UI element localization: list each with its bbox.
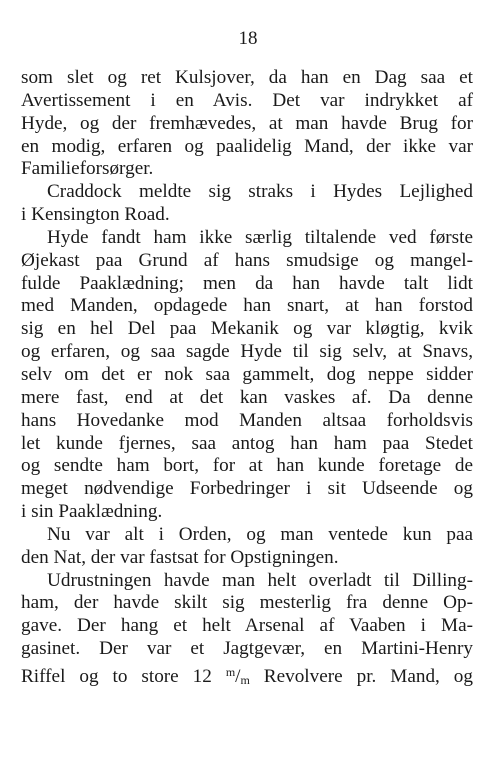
text-line: som slet og ret Kulsjover, da han en Dag saa et — [21, 67, 473, 88]
final-line-after: Revolvere pr. Mand, og — [249, 665, 473, 687]
text-line: gasinet. Der var et Jagtgevær, en Martini-Henry — [21, 638, 473, 660]
text-line: med Manden, opdagede han snart, at han forstod — [21, 295, 473, 317]
body-text — [21, 67, 473, 687]
text-line: ham, der havde skilt sig mesterlig fra denne Op- — [21, 592, 473, 614]
final-line-before: Riffel og to store 12 — [21, 665, 226, 687]
text-line: og erfaren, og saa sagde Hyde til sig selv, at Snavs, — [21, 341, 473, 363]
text-line: mere fast, end at det kan vaskes af. Da denne — [21, 386, 473, 408]
text-line: en modig, erfaren og paalidelig Mand, der ikke var — [21, 135, 473, 157]
text-line: den Nat, der var fastsat for Opstigningen. — [21, 546, 339, 568]
text-line: Udrustningen havde man helt overladt til Dilling- — [47, 569, 473, 591]
text-line: let kunde fjernes, saa antog han ham paa Stedet — [21, 432, 473, 454]
text-line: hans Hovedanke mod Manden altsaa forholdsvis — [21, 409, 473, 431]
unit-slash: / — [235, 665, 241, 687]
text-line-final — [21, 661, 473, 687]
text-line: gave. Der hang et helt Arsenal af Vaaben i Ma- — [21, 615, 473, 637]
text-line: Avertissement i en Avis. Det var indrykket af — [21, 89, 473, 111]
text-line: sig en hel Del paa Mekanik og var kløgtig, kvik — [21, 318, 473, 340]
text-line: og sendte ham bort, for at han kunde foretage de — [21, 455, 473, 477]
text-line: fulde Paaklædning; men da han havde talt lidt — [21, 272, 473, 294]
text-line: Nu var alt i Orden, og man ventede kun paa — [47, 523, 473, 545]
text-line: Familieforsørger. — [21, 158, 154, 180]
text-line: Øjekast paa Grund af hans smudsige og mangel- — [21, 249, 473, 271]
text-line: meget nødvendige Forbedringer i sit Udseende og — [21, 478, 473, 500]
page-number: 18 — [238, 28, 258, 49]
text-line: Hyde fandt ham ikke særlig tiltalende ved første — [47, 226, 473, 248]
text-line: selv om det er nok saa gammelt, dog neppe sidder — [21, 363, 473, 385]
text-line: Hyde, og der fremhævedes, at man havde Brug for — [21, 112, 473, 134]
unit-bottom: m — [240, 672, 250, 687]
text-line: i Kensington Road. — [21, 204, 170, 226]
text-line: i sin Paaklædning. — [21, 501, 163, 523]
paragraphs — [21, 67, 473, 661]
unit-top: m — [225, 664, 236, 679]
text-line: Craddock meldte sig straks i Hydes Lejlighed — [47, 181, 473, 203]
